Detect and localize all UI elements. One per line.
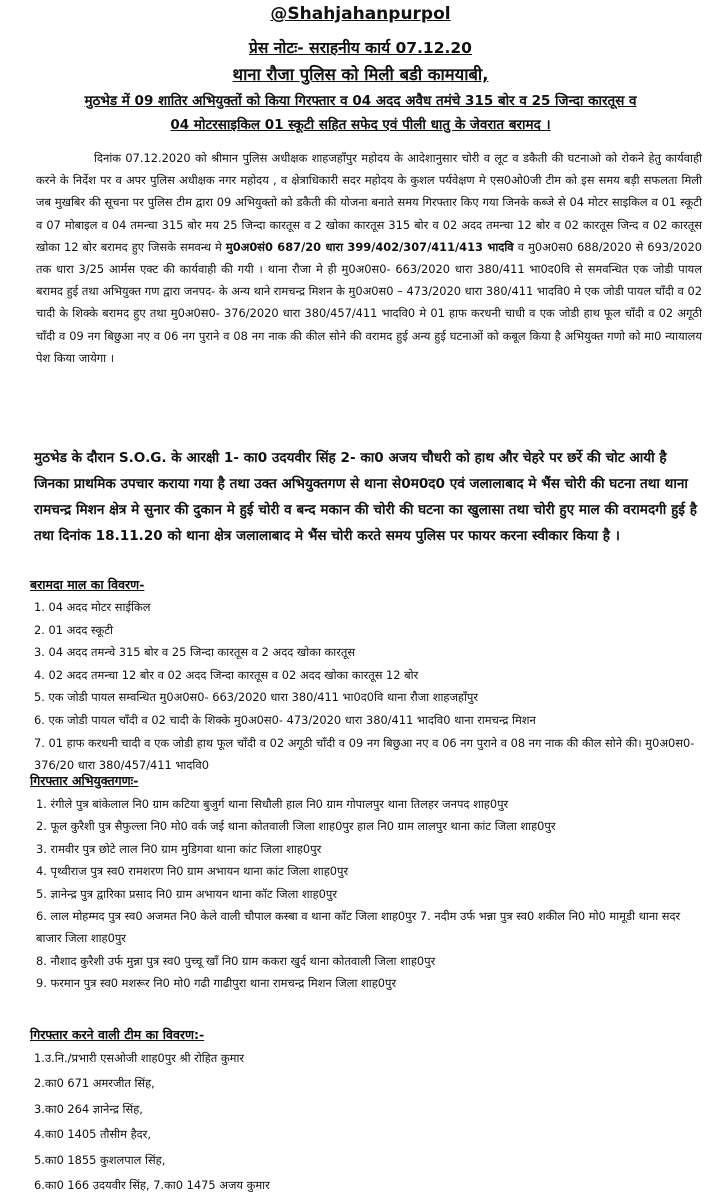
list-item: 5.का0 1855 कुशलपाल सिंह, (34, 1152, 166, 1167)
list-item: 1. रंगीले पुत्र बांकेलाल नि0 ग्राम कटिया बुजुर्ग थाना सिधौली हाल नि0 ग्राम गोपालपुर थाना तिलहर जनपद शाह0पुर (36, 797, 509, 811)
subheadline-line-2: 04 मोटरसाइकिल 01 स्कूटी सहित सफेद एवं पीली धातु के जेवरात बरामद । (170, 117, 551, 133)
list-item: 6. लाल मोहम्मद पुत्र स्व0 अजमत नि0 केले वाली चौपाल कस्बा व थाना कॉट जिला शाह0पुर 7. नदीम उर्फ भन्ना पुत्र स्व0 शकील नि0 मो0 मामूडी थाना सदर बाजार जिला शाह0पुर (36, 909, 681, 946)
list-item: 2. फूल कुरैशी पुत्र सैफुल्ला नि0 मो0 वर्क जई थाना कोतवाली जिला शाह0पुर हाल नि0 ग्राम लालपुर थाना कांट जिला शाह0पुर (36, 819, 556, 834)
arrested-heading: गिरफ्तार अभियुक्तगणः- (30, 773, 139, 788)
para1-text-a: दिनांक 07.12.2020 को श्रीमान पुलिस अधीक्षक शाहजहाँपुर महोदय के आदेशानुसार चोरी व लूट व डकैती की घटनाओ को रोकने हेतु कार्यवाही करने के निर्देश पर व अपर पुलिस अधीक्षक नगर महोदय , व क्षेत्राधिकारी सदर महोदय के कुशल पर्यवेक्षण मे एस0ओ0जी टीम को इस समय बड़ी सफलता मिली जब मुखबिर की सूचना पर पुलिस टीम द्वारा 09 अभियुक्तो को डकैती की योजना बनाते समय गिरफ्तार किए गया जिनके कब्जे से 04 मोटर साइकिल व 01 स्कूटी व 07 मोबाइल व 04 तमन्चा 315 बोर मय 25 जिन्दा कारतूस व 2 खोका कारतूस 315 बोर व 02 अदद तमन्चा 12 बोर व 02 कारतूस जिन्द व 02 कारतूस खोका 12 बोर बरामद हुए जिसके समवन्ध मे (36, 151, 702, 254)
list-item: 9. फरमान पुत्र स्व0 मशरूर नि0 मो0 गढी गाढीपुरा थाना रामचन्द्र मिशन जिला शाह0पुर (36, 976, 397, 991)
list-item: 5. एक जोडी पायल सम्वन्धित मु0अ0स0- 663/2020 धारा 380/411 भा0द0वि थाना रौजा शाहजहाँपुर (34, 690, 479, 705)
twitter-handle: @Shahjahanpurpol (270, 4, 451, 24)
list-item: 2. 01 अदद स्कूटी (34, 622, 113, 637)
body-paragraph-1 (36, 147, 702, 369)
list-item: 3. 04 अदद तमन्चे 315 बोर व 25 जिन्दा कारतूस व 2 अदद खोका कारतूस (34, 645, 356, 660)
list-item: 4.का0 1405 तौसीम हैदर, (34, 1127, 151, 1142)
list-item: 3.का0 264 ज्ञानेन्द्र सिंह, (34, 1101, 143, 1116)
list-item: 5. ज्ञानेन्द्र पुत्र द्वारिका प्रसाद नि0 ग्राम अभायन थाना कॉट जिला शाह0पुर (36, 886, 338, 901)
para1-case-number: मु0अ0सं0 687/20 धारा 399/402/307/411/413 भादवि (225, 239, 514, 254)
arrested-list (36, 793, 708, 995)
list-item: 6. एक जोडी पायल चाँदी व 02 चादी के शिक्के मु0अ0स0- 473/2020 धारा 380/411 भादवि0 थाना रामचन्द्र मिशन (34, 712, 536, 727)
team-heading: गिरफ्तार करने वाली टीम का विवरण:- (30, 1027, 205, 1042)
list-item: 8. नौशाद कुरैशी उर्फ मुन्ना पुत्र स्व0 पुच्चू खाँ नि0 ग्राम ककरा खुर्द थाना कोतवाली जिला शाह0पुर (36, 953, 436, 968)
list-item: 2.का0 671 अमरजीत सिंह, (34, 1076, 155, 1091)
list-item: 1.उ.नि./प्रभारी एसओजी शाह0पुर श्री रोहित कुमार (34, 1051, 245, 1065)
body-paragraph-2: मुठभेड के दौरान S.O.G. के आरक्षी 1- का0 उदयवीर सिंह 2- का0 अजय चौधरी को हाथ और चेहरे पर छर्रे की चोट आयी है जिनका प्राथमिक उपचार कराया गया है तथा उक्त अभियुक्तगण से थाना से0म0द0 एवं जलालाबाद मे भैंस चोरी की घटना तथा थाना रामचन्द्र मिशन क्षेत्र मे सुनार की दुकान मे हुई चोरी व बन्द मकान की चोरी की घटना का खुलासा तथा चोरी हुए माल की वरामदगी हुई है तथा दिनांक 18.11.20 को थाना क्षेत्र जलालाबाद मे भैंस चोरी करते समय पुलिस पर फायर करना स्वीकार किया है । (34, 450, 697, 544)
list-item: 6.का0 166 उदयवीर सिंह, 7.का0 1475 अजय कुमार (34, 1178, 270, 1193)
list-item: 4. 02 अदद तमन्चा 12 बोर व 02 अदद जिन्दा कारतूस व 02 अदद खोका कारतूस 12 बोर (34, 667, 419, 682)
subheadline-line-1: मुठभेड में 09 शातिर अभियुक्तों को किया गिरफ्तार व 04 अदद अवैध तमंचे 315 बोर व 25 जिन्दा कारतूस व (84, 93, 637, 109)
headline: थाना रौजा पुलिस को मिली बडी कामयाबी, (232, 65, 489, 84)
recovered-goods-heading: बरामदा माल का विवरण- (30, 577, 145, 592)
list-item: 3. रामवीर पुत्र छोटे लाल नि0 ग्राम मुडिगवा थाना कांट जिला शाह0पुर (36, 841, 322, 856)
para1-text-b: व मु0अ0स0 688/2020 से 693/2020 तक धारा 3/25 आर्मस एक्ट की कार्यवाही की गयी । थाना रौजा मे ही मु0अ0स0- 663/2020 धारा 380/411 भा0द0वि से समवन्धित एक जोडी पायल बरामद हुई तथा अभियुक्त गण द्वारा जनपद- के अन्य थाने रामचन्द्र मिशन के मु0अ0स0 – 473/2020 धारा 380/411 भादवि0 मे एक जोडी पायल चाँदी व 02 चादी के शिक्के बरामद हुए तथा मु0अ0स0- 376/2020 धारा 380/457/411 भादवि0 मे 01 हाफ करधनी चाधी व एक जोडी हाथ फूल चाँदी व 02 अगूठी चाँदी व 09 नग बिछुआ नए व 06 नग पुराने व 08 नग नाक की कील सोने की वरामद हुई अन्य हुई घटनाओं को कबूल किया है अभियुक्त गणो को मा0 न्यायालय पेश किया जायेगा । (36, 239, 702, 365)
list-item: 4. पृथ्वीराज पुत्र स्व0 रामशरण नि0 ग्राम अभायन थाना कांट जिला शाह0पुर (36, 864, 349, 879)
team-list (34, 1046, 706, 1198)
recovered-goods-list (34, 596, 706, 777)
press-note-title: प्रेस नोटः- सराहनीय कार्य 07.12.20 (249, 39, 472, 57)
list-item: 1. 04 अदद मोटर साईकिल (34, 600, 151, 614)
list-item: 7. 01 हाफ करधनी चादी व एक जोडी हाथ फूल चाँदी व 02 अगूठी चाँदी व 09 नग बिछुआ नए व 06 नग पुराने व 08 नग नाक की कील सोने की। मु0अ0स0- 376/20 धारा 380/457/411 भादवि0 (34, 735, 695, 773)
